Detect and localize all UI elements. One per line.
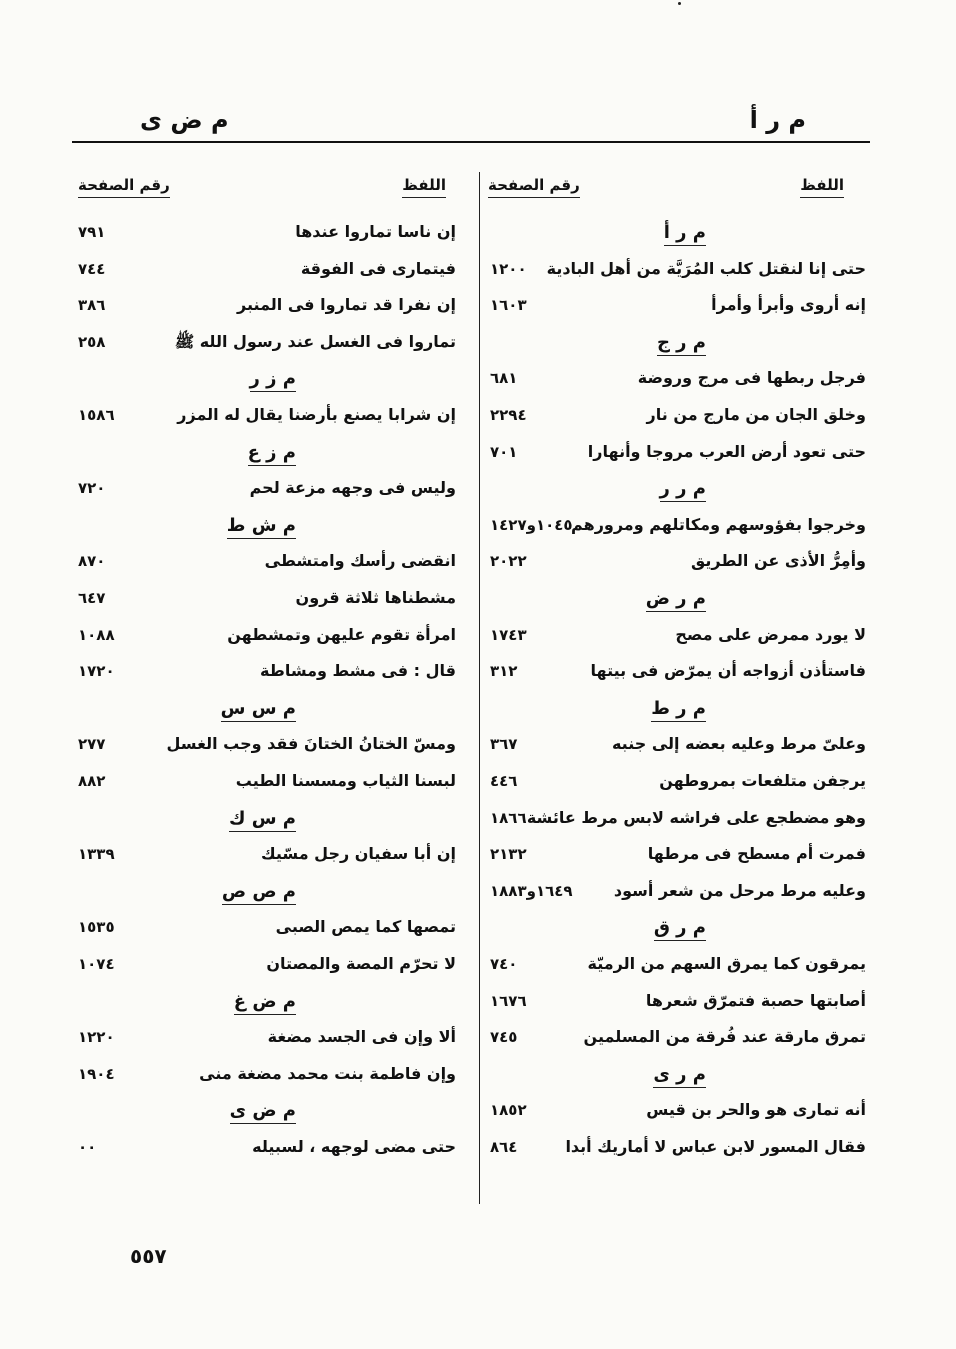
root-heading [0,881,296,917]
entry-phrase: وخلق الجان من مارج من نار [646,405,866,424]
root-text: م ر ط [651,698,706,722]
page-reference [78,1027,198,1063]
page-number-value: ١٦٧٦ [490,991,527,1010]
entry-phrase: وخرجوا بفؤوسهم ومكاتلهم ومرورهم [571,514,866,534]
page-number-value: ٣٦٧ [490,735,518,754]
page-number-value: ٣١٢ [490,662,518,681]
page-number-value: ٧٠١ [490,442,518,461]
root-letters [250,368,296,389]
right-col-word-header: اللفظ [800,176,844,198]
page-reference [78,1064,198,1100]
page-reference [490,1100,610,1136]
page-reference [490,1137,610,1173]
page-reference [78,332,198,368]
page-reference [78,661,198,697]
root-letters [227,515,296,536]
root-heading [0,515,296,551]
root-text: م ر ر [660,478,706,502]
root-letters [657,332,706,353]
page-reference [490,771,610,807]
root-letters [651,698,706,719]
page-reference [78,917,198,953]
root-text: م ز ر [250,368,296,392]
page-number-value: ٦٤٧ [78,589,106,607]
root-text: م ر ق [654,917,706,941]
header-rule [72,141,870,143]
entry-phrase: إن نفرا قد تماروا فى المنبر [237,295,456,315]
page-number-value: ١٣٣٩ [78,845,115,864]
root-text: م ز ع [248,442,296,466]
entry-phrase: أنه تمارى هو والحر بن قيس [646,1100,866,1120]
root-text: م س س [221,698,296,722]
entry-phrase: فاستأذن أزواجه أن يمرّض فى بيتها [590,661,866,681]
entry-phrase: ألا وإن فى الجسد مضغة [267,1027,456,1047]
root-text: م ض غ [234,991,296,1015]
root-heading [0,991,296,1027]
left-col-word-header: اللفظ [402,176,446,198]
entry-phrase: إن أبا سفيان رجل مسّيك [260,844,456,864]
entry-phrase: فرجل ربطها فى مرج وروضة [637,368,866,388]
page-number-value: ٧٢٠ [78,479,106,498]
entry-phrase: قال : فى مشط ومشاطة [260,661,456,681]
root-heading [0,1100,296,1136]
page-number-value: ٦٨١ [490,369,518,388]
page-number-value: ٧٤٥ [490,1028,518,1047]
root-heading [0,698,296,734]
page-number-value: ٨٨٢ [78,772,106,790]
running-head-left: م ض ى [140,106,229,134]
root-heading [0,442,296,478]
entry-phrase: وعليه مرط مرحل من شعر أسود [613,880,866,900]
root-letters [646,588,706,609]
page-number-value: ١٩٠٤ [78,1064,115,1083]
entry-phrase: لا تحرّم المصة والمصتان [266,954,456,973]
root-heading [0,368,296,404]
entry-phrase: حتى مضى لوجهه ، لسبيله [252,1137,456,1156]
root-text: م ض ى [230,1100,296,1124]
page-reference [78,259,198,295]
root-letters [222,881,296,902]
entry-phrase: انقضى رأسك وامتشطى [264,551,456,571]
page-reference [78,478,198,514]
page-number-value: ٨٧٠ [78,552,106,571]
entry-phrase: حتى إنا لنقتل كلب المُرَيَّة من أهل البادية [546,258,866,278]
page-number-value: ٧٤٠ [490,955,518,973]
page-reference [490,625,610,661]
page-number-value: ٧٤٤ [78,259,106,278]
entry-phrase: إنه أروى وأبرأ وأمرأ [711,295,866,315]
page-number: ٥٥٧ [130,1244,167,1268]
entry-phrase: تمصها كما يمص الصبى [275,917,456,937]
column-divider [479,172,480,1204]
page-reference [78,588,198,624]
entry-phrase: تمرق مارقة عند فُرقة من المسلمين [583,1027,866,1047]
root-letters [234,991,296,1012]
page-reference [490,405,610,441]
root-letters [221,698,296,719]
page-number-value: ١٨٦٦ [490,808,527,827]
page-number-value: ١٢٢٠ [78,1028,115,1047]
page-number-value: ٢٢٩٤ [490,406,527,424]
entry-phrase: أصابتها حصبة فتمرّق شعرها [645,990,866,1010]
root-letters [248,442,296,463]
entry-phrase: فمرت أم مسطح فى مرطها [647,844,866,864]
root-text: م ر ض [646,588,706,612]
page-number-value: ٢٧٧ [78,735,106,754]
page-number-value: ١٨٥٢ [490,1101,527,1120]
root-heading [0,808,296,844]
root-text: م ش ط [227,515,296,539]
page-reference [490,991,610,1027]
entry-phrase: وعلىّ مرط وعليه بعضه إلى جنبه [611,734,866,754]
entry-phrase: يمرقون كما يمرق السهم من الرميّة [587,954,866,973]
page-number-value: ١٢٠٠ [490,259,527,278]
page-reference [78,625,198,661]
entry-phrase: لا يورد ممرض على مصح [675,624,866,644]
page-reference [78,844,198,880]
entry-phrase: فيتمارى فى الفوقة [300,258,456,278]
root-letters [229,808,296,829]
page-number-value: ٢٥٨ [78,332,106,351]
root-text: م ر أ [664,222,706,246]
entry-phrase: وأمِرُّ الأذى عن الطريق [690,551,866,571]
entry-phrase: وهو مضطجع على فراشه لابس مرط عائشة [526,807,866,827]
page-reference [490,295,610,331]
root-text: م س ك [229,808,296,832]
page-reference [78,405,198,441]
page-number-value: ٣٨٦ [78,296,106,315]
page-number-value: ١٠٨٨ [78,625,115,644]
page-number-value: ٠٠ [78,1138,97,1156]
entry-phrase: مشطناها ثلاثة قرون [295,588,456,607]
page-number-value: ٤٤٦ [490,772,518,790]
page-reference [490,808,610,844]
root-text: م ص ص [222,881,296,905]
page-number-value: ١٦٤٩و١٨٨٣ [490,881,573,900]
page-reference [490,515,610,551]
page-reference [490,661,610,697]
entry-phrase: وليس فى وجهه مزعة لحم [249,478,456,498]
entry-phrase: إن ناسا تماروا عندها [295,222,456,241]
page-reference [78,222,198,258]
running-head-right: م ر أ [749,106,806,134]
page-number-value: ١٦٠٣ [490,296,527,315]
page-reference [490,734,610,770]
root-heading [346,698,706,734]
page-number-value: ٨٦٤ [490,1138,518,1156]
page-reference [78,551,198,587]
left-col-page-header: رقم الصفحة [78,176,170,198]
root-letters [654,917,706,938]
entry-phrase: يرجفن متلفعات بمروطهن [659,771,866,790]
page-reference [490,442,610,478]
root-text: م ر ى [653,1064,706,1088]
entry-phrase: لبسنا الثياب ومسسنا الطيب [235,771,456,790]
page-number-value: ١٧٤٣ [490,625,527,644]
page-reference [490,844,610,880]
right-col-page-header: رقم الصفحة [488,176,580,198]
page-number-value: ١٥٨٦ [78,406,115,424]
page-reference [490,551,610,587]
page-reference [490,1027,610,1063]
root-letters [664,222,706,243]
entry-phrase: إن شرابا يصنع بأرضنا يقال له المزر [177,405,456,424]
root-letters [230,1100,296,1121]
page-reference [78,734,198,770]
page-number-value: ٧٩١ [78,223,106,241]
page-reference [78,954,198,990]
page-reference [490,881,610,917]
page-number-value: ٢١٣٢ [490,845,527,864]
entry-phrase: ومسّ الختانُ الختانَ فقد وجب الغسل [166,734,456,754]
page-reference [78,295,198,331]
entry-phrase: وإن فاطمة بنت محمد مضغة منى [199,1063,456,1083]
root-letters [653,1064,706,1085]
root-text: م ر ج [657,332,706,356]
page-number-value: ٢٠٢٢ [490,552,527,571]
page-number-value: ١٥٣٥ [78,918,115,937]
entry-phrase: تماروا فى الغسل عند رسول الله ﷺ [174,331,456,351]
root-letters [660,478,706,499]
page-number-value: ١٧٢٠ [78,662,115,681]
page-reference [490,259,610,295]
page-reference [78,771,198,807]
entry-phrase: امرأة تقوم عليهن وتمشطهن [227,624,456,644]
entry-phrase: حتى تعود أرض العرب مروجا وأنهارا [587,441,866,461]
entry-phrase: فقال المسور لابن عباس لا أماريك أبدا [565,1137,866,1156]
ink-dot [678,2,681,5]
page-reference [490,954,610,990]
page-number-value: ١٠٤٥و١٤٢٧ [490,515,573,534]
page-number-value: ١٠٧٤ [78,955,115,973]
page-reference [78,1137,198,1173]
page-reference [490,368,610,404]
